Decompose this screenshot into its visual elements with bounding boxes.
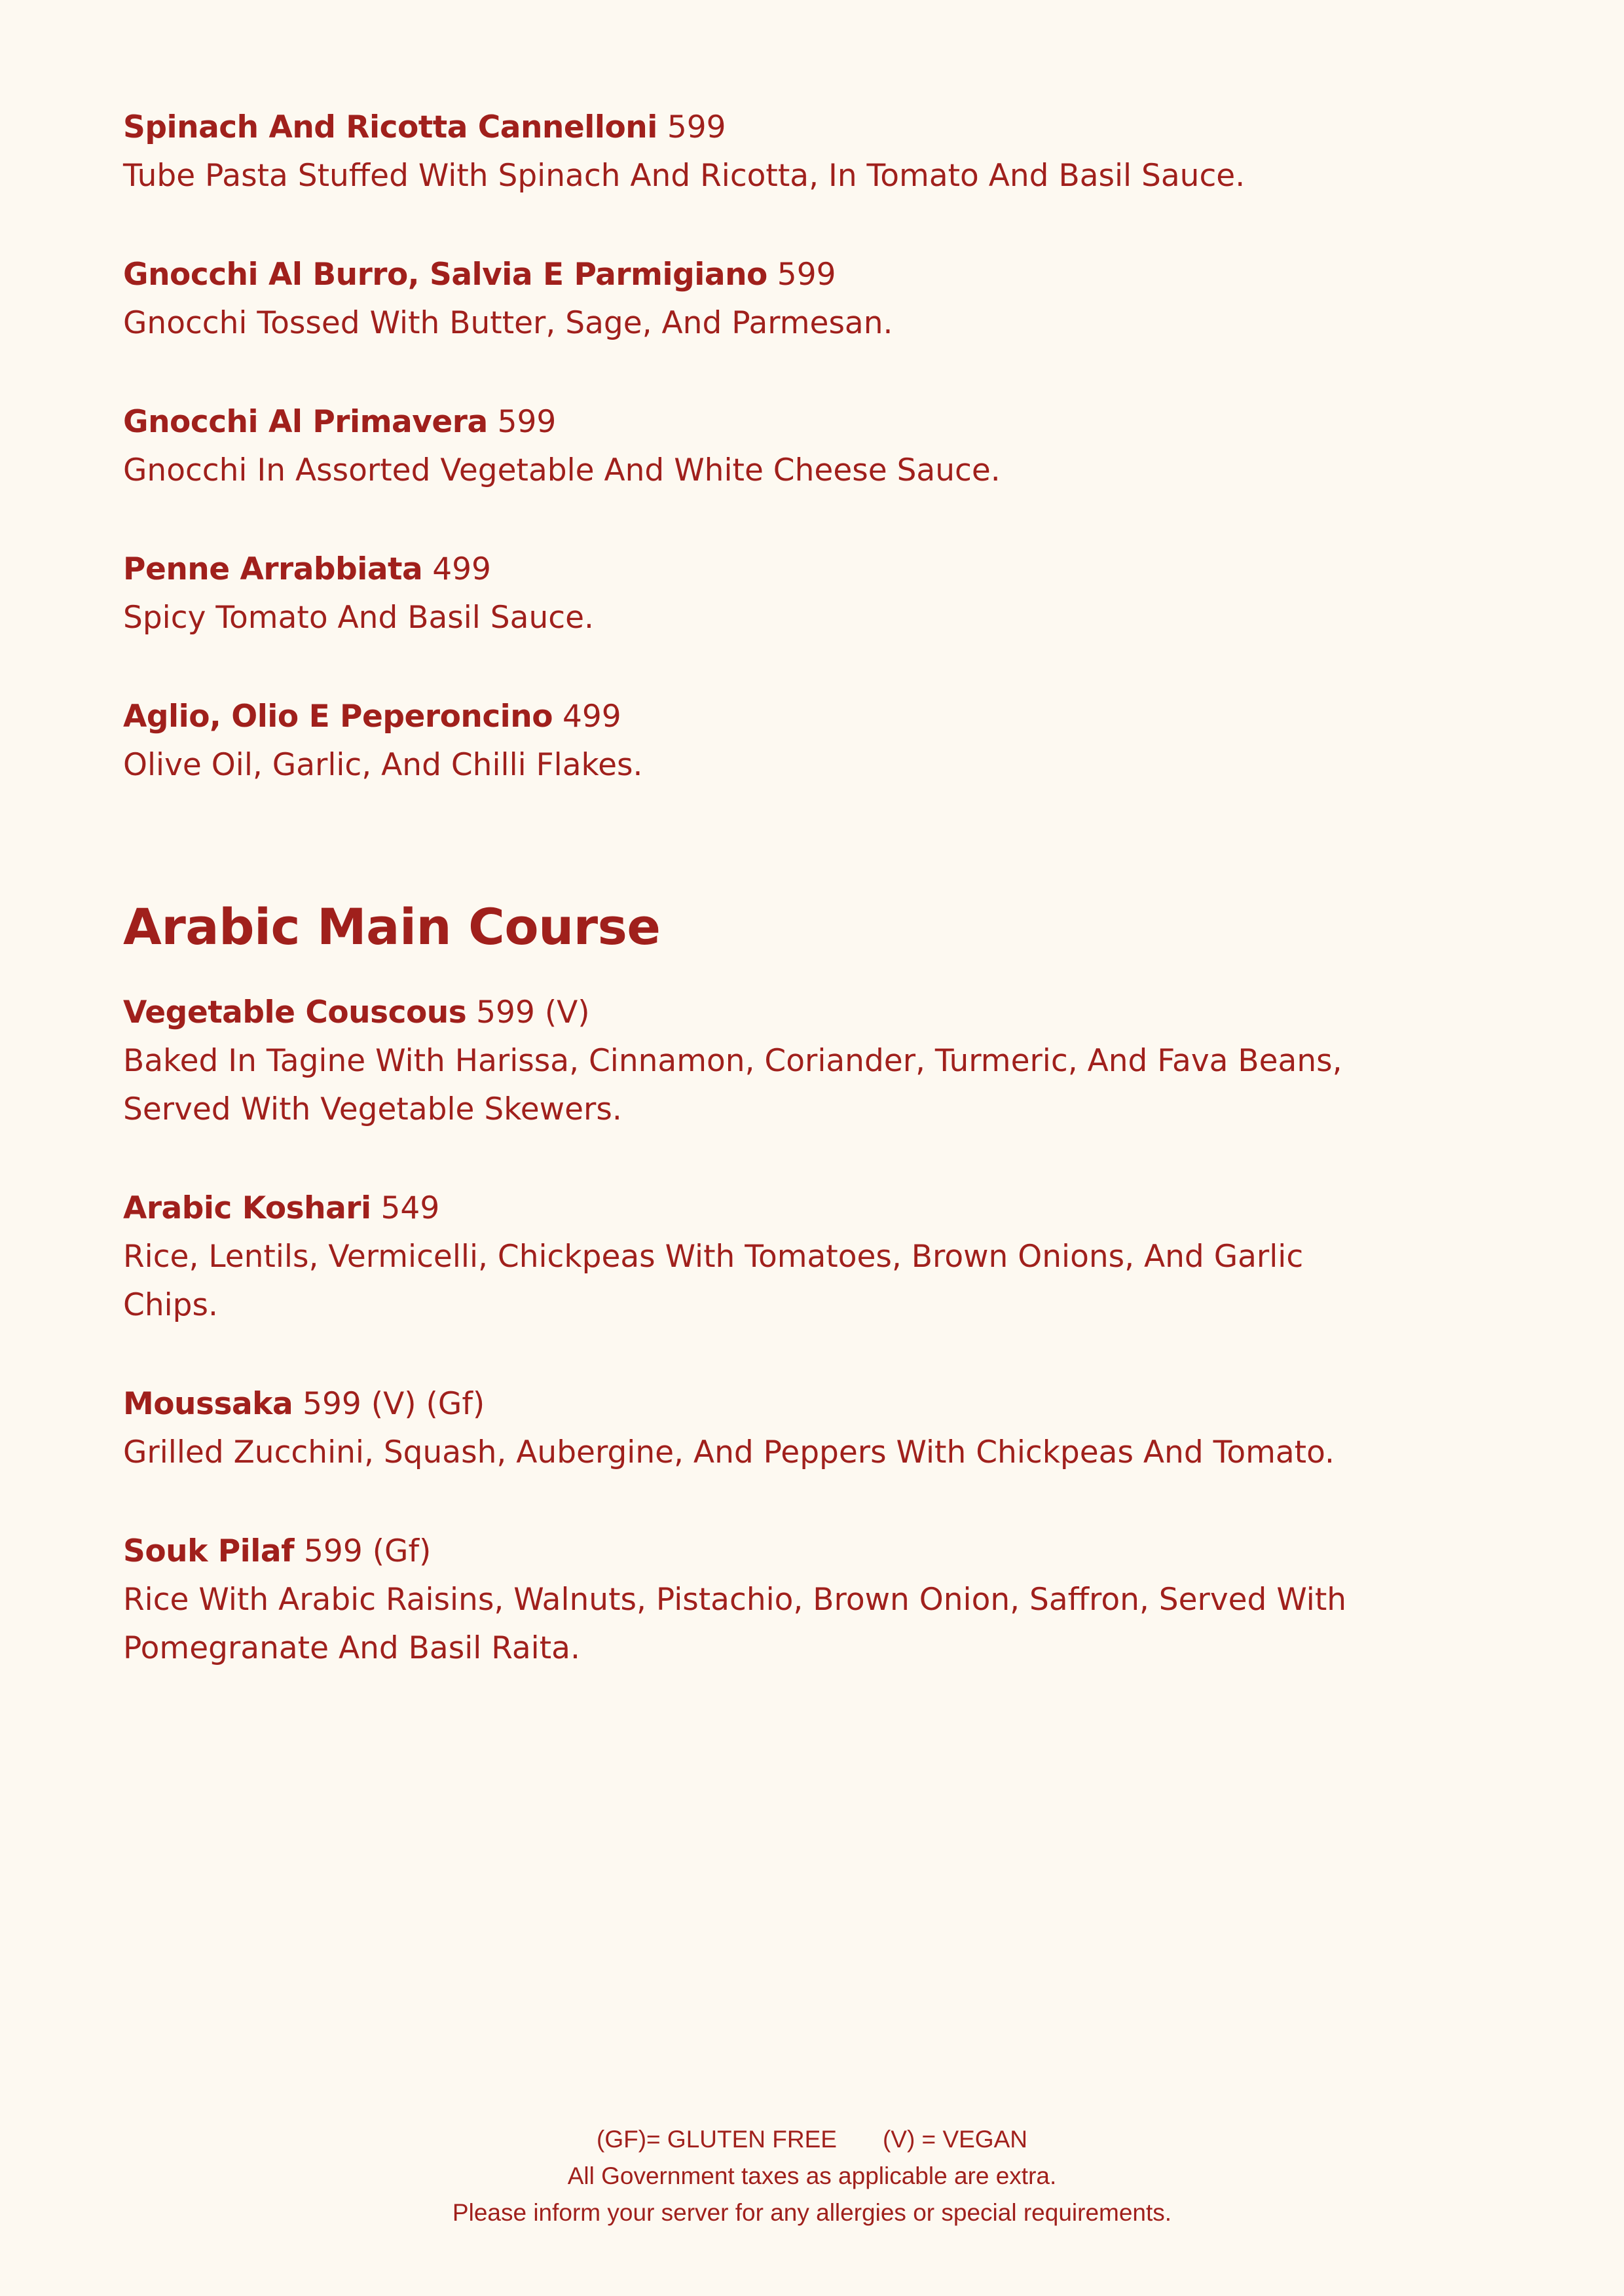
arabic-main-course-section — [123, 893, 1400, 1723]
menu-footer — [0, 2121, 1624, 2231]
menu-item — [123, 398, 1400, 495]
item-header — [123, 1184, 1400, 1233]
item-price: 599 — [303, 1386, 361, 1422]
item-name: Moussaka — [123, 1386, 293, 1422]
vegan-legend: (V) = VEGAN — [882, 2126, 1027, 2153]
menu-item — [123, 1527, 1400, 1673]
item-header — [123, 103, 1400, 152]
item-header — [123, 989, 1400, 1037]
item-price: 599 — [497, 404, 557, 440]
item-price: 599 — [667, 109, 726, 145]
item-description: Grilled Zucchini, Squash, Aubergine, And Peppers With Chickpeas And Tomato. — [123, 1434, 1335, 1470]
item-name: Aglio, Olio E Peperoncino — [123, 699, 553, 735]
dietary-legend — [0, 2121, 1624, 2158]
item-name: Gnocchi Al Primavera — [123, 404, 488, 440]
item-description: Gnocchi In Assorted Vegetable And White Cheese Sauce. — [123, 452, 1001, 488]
section-title: Arabic Main Course — [123, 898, 661, 956]
menu-item — [123, 103, 1400, 200]
item-description: Baked In Tagine With Harissa, Cinnamon, Coriander, Turmeric, And Fava Beans, Served With Vegetable Skewers. — [123, 1043, 1342, 1127]
item-price: 499 — [563, 699, 621, 735]
item-description: Spicy Tomato And Basil Sauce. — [123, 600, 594, 636]
item-header — [123, 1527, 1400, 1576]
menu-item — [123, 251, 1400, 348]
dietary-tags: (V) — [544, 994, 590, 1030]
menu-item — [123, 989, 1400, 1134]
item-price: 549 — [380, 1190, 440, 1226]
item-name: Gnocchi Al Burro, Salvia E Parmigiano — [123, 257, 767, 293]
item-description: Rice, Lentils, Vermicelli, Chickpeas With Tomatoes, Brown Onions, And Garlic Chips. — [123, 1239, 1304, 1323]
item-name: Souk Pilaf — [123, 1533, 295, 1569]
item-description: Rice With Arabic Raisins, Walnuts, Pistachio, Brown Onion, Saffron, Served With Pomegranate And Basil Raita. — [123, 1582, 1347, 1666]
item-price: 599 — [777, 257, 836, 293]
item-price: 499 — [432, 551, 491, 587]
dietary-tags: (Gf) — [372, 1533, 432, 1569]
item-description: Gnocchi Tossed With Butter, Sage, And Parmesan. — [123, 305, 893, 341]
dietary-tags: (V) (Gf) — [371, 1386, 485, 1422]
allergy-note: Please inform your server for any allergies or special requirements. — [452, 2199, 1172, 2226]
item-header — [123, 545, 1400, 594]
menu-item — [123, 693, 1400, 790]
menu-item — [123, 1184, 1400, 1330]
item-header — [123, 1380, 1400, 1429]
menu-item — [123, 545, 1400, 642]
item-name: Arabic Koshari — [123, 1190, 371, 1226]
item-price: 599 — [476, 994, 535, 1030]
item-header — [123, 693, 1400, 741]
pasta-section — [123, 103, 1400, 840]
item-description: Tube Pasta Stuffed With Spinach And Ricotta, In Tomato And Basil Sauce. — [123, 158, 1246, 194]
gluten-free-legend: (GF)= GLUTEN FREE — [597, 2126, 837, 2153]
item-name: Vegetable Couscous — [123, 994, 467, 1030]
item-name: Spinach And Ricotta Cannelloni — [123, 109, 657, 145]
taxes-note: All Government taxes as applicable are extra. — [567, 2162, 1057, 2189]
item-header — [123, 398, 1400, 446]
item-header — [123, 251, 1400, 299]
menu-item — [123, 1380, 1400, 1477]
item-description: Olive Oil, Garlic, And Chilli Flakes. — [123, 747, 643, 783]
item-price: 599 — [304, 1533, 363, 1569]
item-name: Penne Arrabbiata — [123, 551, 423, 587]
